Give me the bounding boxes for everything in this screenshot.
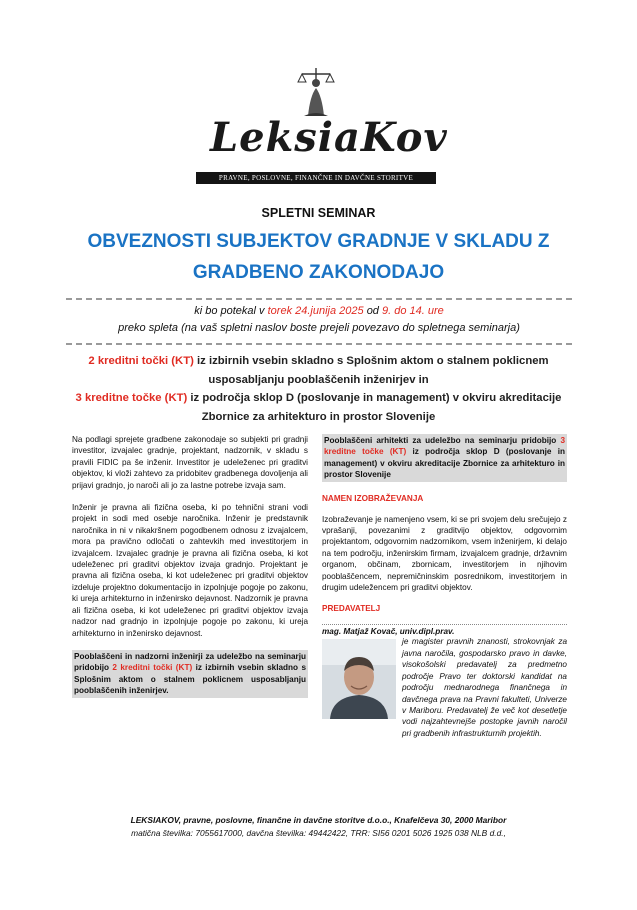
engineers-box-pre: Pooblaščeni in nadzorni inženirji za udeležbo na seminarju pridobijo [74,651,306,673]
engineers-box-kt: 2 kreditni točki (KT) [112,663,193,673]
credits-kt2: 3 kreditne točke (KT) [75,392,188,404]
online-note: preko spleta (na vaš spletni naslov boste prejeli povezavo do spletnega seminarja) [118,322,520,334]
date-mid: od [366,305,379,317]
logo [196,66,448,188]
intro-paragraph: Na podlagi sprejete gradbene zakonodaje so subjekti pri gradnji investitor, izvajalec gradnje, projektant, nadzornik, v skladu s pravili FIDIC pa še inženir. Investitor je udeleženec pri graditvi objektov, ki vloži zahtevo za pridobitev gradbenega dovoljenja ali prijavi gradnjo, jo naroči ali jo za lastne potrebe izvaja sam. [72,435,308,490]
credits-block [60,352,577,426]
architects-credit-box [322,434,567,482]
page-title: OBVEZNOSTI SUBJEKTOV GRADNJE V SKLADU Z GRADBENO ZAKONODAJO [87,231,550,283]
architects-box-kt: 3 kreditne točke (KT) [324,436,565,457]
architects-box-pre: Pooblaščeni arhitekti za udeležbo na seminarju pridobijo [324,436,557,445]
seminar-time: 9. do 14. ure [382,305,444,317]
logo-tagline: PRAVNE, POSLOVNE, FINANČNE IN DAVČNE STORITVE [196,172,436,184]
right-column [322,434,567,736]
logo-wordmark: LeksiaKov [210,114,448,161]
engineers-credit-box [72,650,308,698]
lecturer-card [322,624,567,736]
footer-company: LEKSIAKOV, pravne, poslovne, finančne in davčne storitve d.o.o., Knafelčeva 30, 2000 Maribor [130,815,507,825]
lecturer-photo [322,639,396,719]
credits-text1: iz izbirnih vsebin skladno s Splošnim aktom o stalnem poklicnem usposabljanju pooblaščenih inženirjev in [197,355,549,386]
architects-box-post: iz področja sklop D (poslovanje in management) v okviru akreditacije Zbornice za arhitekturo in prostor Slovenije [324,447,565,480]
footer [0,814,637,840]
date-line [66,303,572,320]
engineers-box-post: iz izbirnih vsebin skladno s Splošnim aktom o stalnem poklicnem usposabljanju pooblaščenih inženirjev. [74,663,306,696]
left-column [72,434,308,710]
date-prefix: ki bo potekal v [194,305,265,317]
purpose-heading: NAMEN IZOBRAŽEVANJA [322,493,424,503]
lecturer-heading: PREDAVATELJ [322,604,381,614]
credits-kt1: 2 kreditni točki (KT) [88,355,194,367]
lecturer-name: mag. Matjaž Kovač, univ.dipl.prav. [322,624,567,636]
footer-registration: matična številka: 7055617000, davčna številka: 49442422, TRR: SI56 0201 5026 1925 038 NLB d.d., [131,828,506,838]
purpose-paragraph: Izobraževanje je namenjeno vsem, ki se pri svojem delu srečujejo z vprašanji, povezanimi z graditvijo objektov, odgovornim projektantom, odgovornim nadzornikom, vsem inženirjem, ki delajo na tem področju, inženirskim firmam, izvajalcem gradnje, državnim organom, občinam, zbornicam, investitorjem in njihovim pooblaščencem, nepremičninskim posrednikom, investitorjem in drugim udeležencem pri graditvi objektov. [322,514,567,593]
credits-text2: iz področja sklop D (poslovanje in management) v okviru akreditacije Zbornice za arhitekturo in prostor Slovenije [190,392,562,423]
seminar-label: SPLETNI SEMINAR [261,206,376,220]
lecturer-bio-text: je magister pravnih znanosti, strokovnjak za javna naročila, gospodarsko pravo in davke, visokošolski predavatelj za predmetno področje Pravo ter doktorski kandidat na področju mednarodnega finančnega in davčnega prava na Pravni fakulteti, Univerze v Mariboru. Predavatelj že več kot desetletje vodi najzahtevnejše postopke javnih naročil pri gradbenih infrastrukturnih projektih. [402,637,567,738]
justice-figure-icon [294,66,338,118]
roles-paragraph: Inženir je pravna ali fizična oseba, ki po tehnični strani vodi projekt in sodi med osebje naročnika. Inženir je predstavnik naročnika in ni v nikakršnem pogodbenem odnosu z izvajalcem, mora pa pravično odločati o zahtevkih med investitorjem in izvajalcem. Izvajalec gradnje je pravna ali fizična oseba, ki kot udeleženec pri graditvi objektov izvaja gradnjo. Projektant je pravna ali fizična oseba, ki kot udeleženec pri graditvi objektov izdeluje projektno dokumentacijo in izpolnjuje pogoje po zakonu, ki ureja arhitekturno in inženirsko dejavnost. Nadzornik je pravna ali fizična oseba, ki kot udeleženec pri graditvi objektov izvaja nadzor nad gradnjo in izpolnjuje pogoje po zakonu, ki ureja arhitekturno in inženirsko dejavnost. [72,503,308,638]
date-box [66,298,572,345]
seminar-date: torek 24.junija 2025 [267,305,364,317]
